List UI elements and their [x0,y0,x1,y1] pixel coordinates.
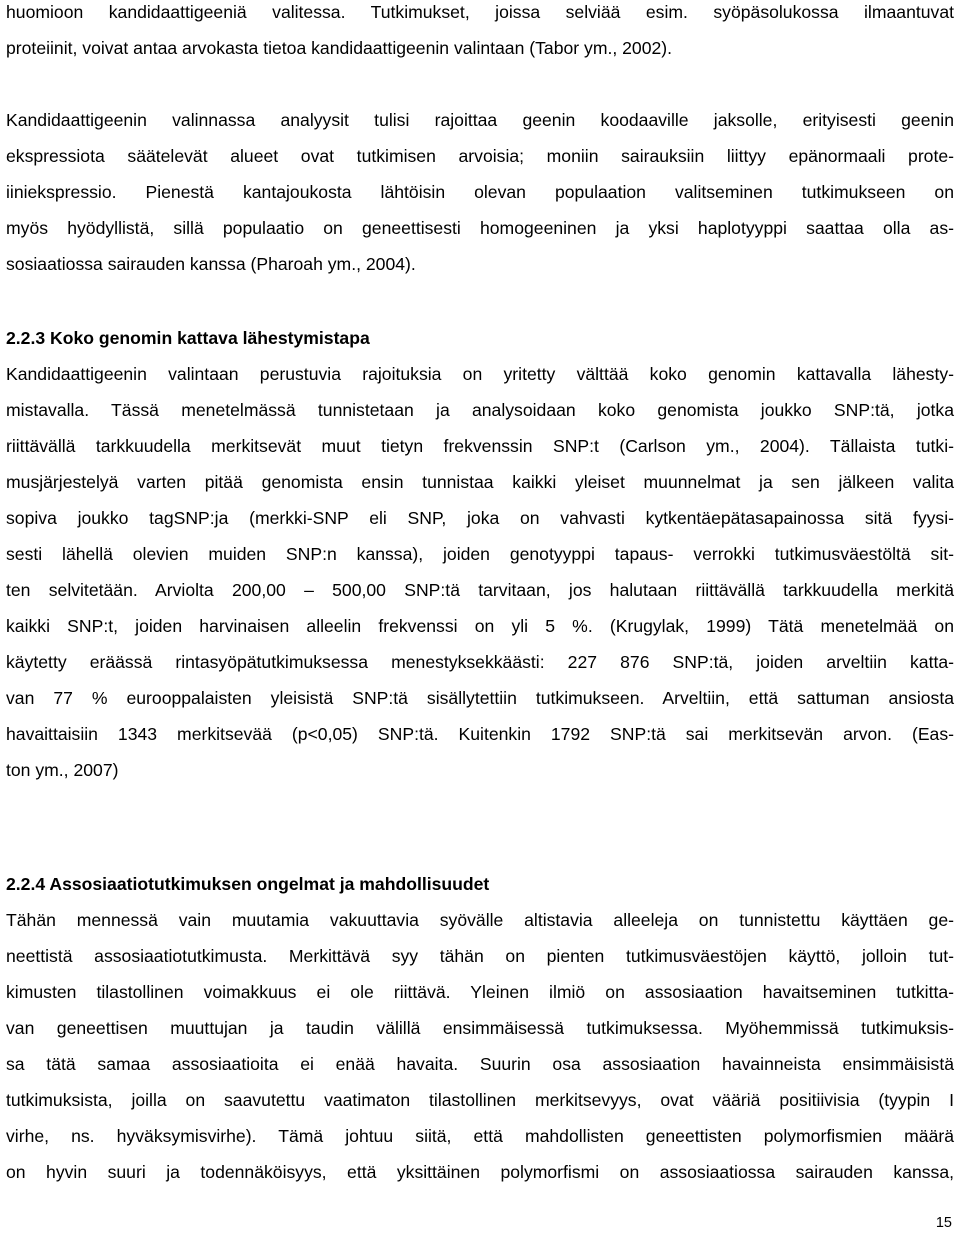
text-line: riittävällä tarkkuudella merkitsevät muut tietyn frekvenssin SNP:t (Carlson ym., 2004). Tällaista tutki- [6,436,954,456]
text-line: Kandidaattigeenin valinnassa analyysit tulisi rajoittaa geenin koodaaville jaksolle, erityisesti geenin [6,110,954,130]
text-line: van 77 % eurooppalaisten yleisistä SNP:tä sisällytettiin tutkimukseen. Arveltiin, että sattuman ansiosta [6,688,954,708]
text-line: myös hyödyllistä, sillä populaatio on geneettisesti homogeeninen ja yksi haplotyyppi saattaa olla as- [6,218,954,238]
text-line: huomioon kandidaattigeeniä valitessa. Tutkimukset, joissa selviää esim. syöpäsolukossa ilmaantuvat [6,2,954,22]
text-line: Kandidaattigeenin valintaan perustuvia rajoituksia on yritetty välttää koko genomin kattavalla lähesty- [6,364,954,384]
text-line: Tähän mennessä vain muutamia vakuuttavia syövälle altistavia alleeleja on tunnistettu käyttäen ge- [6,910,954,930]
text-line: tutkimuksista, joilla on saavutettu vaatimaton tilastollinen merkitsevyys, ovat vääriä positiivisia (tyypin I [6,1090,954,1110]
text-line: van geneettisen muuttujan ja taudin välillä ensimmäisessä tutkimuksessa. Myöhemmissä tutkimuksis- [6,1018,954,1038]
text-line: mistavalla. Tässä menetelmässä tunnistetaan ja analysoidaan koko genomista joukko SNP:tä, jotka [6,400,954,420]
text-line: sa tätä samaa assosiaatioita ei enää havaita. Suurin osa assosiaation havainneista ensimmäisistä [6,1054,954,1074]
heading-text: 2.2.4 Assosiaatiotutkimuksen ongelmat ja mahdollisuudet [6,874,490,894]
paragraph-continued [6,0,954,66]
section-2-2-4 [6,866,954,1190]
text-line: sesti lähellä olevien muiden SNP:n kanssa), joiden genotyyppi tapaus- verrokki tutkimusväestöltä sit- [6,544,954,564]
text-line: ten selvitetään. Arviolta 200,00 – 500,00 SNP:tä tarvitaan, jos halutaan riittävällä tarkkuudella merkitä [6,580,954,600]
text-line: kimusten tilastollinen voimakkuus ei ole riittävä. Yleinen ilmiö on assosiaation havaitseminen tutkitta- [6,982,954,1002]
text-line: neettistä assosiaatiotutkimusta. Merkittävä syy tähän on pienten tutkimusväestöjen käyttö, jolloin tut- [6,946,954,966]
section-2-2-3 [6,320,954,788]
heading-text: 2.2.3 Koko genomin kattava lähestymistapa [6,328,370,348]
text-line: kaikki SNP:t, joiden harvinaisen alleelin frekvenssi on yli 5 %. (Krugylak, 1999) Tätä menetelmää on [6,616,954,636]
text-line: käytetty eräässä rintasyöpätutkimuksessa menestyksekkäästi: 227 876 SNP:tä, joiden arveltiin katta- [6,652,954,672]
page-number: 15 [935,1215,952,1231]
text-line: ton ym., 2007) [6,760,119,780]
text-line: musjärjestelyä varten pitää genomista ensin tunnistaa kaikki yleiset muunnelmat ja sen jälkeen valita [6,472,954,492]
text-line: havaittaisiin 1343 merkitsevää (p<0,05) SNP:tä. Kuitenkin 1792 SNP:tä sai merkitsevän arvon. (Eas- [6,724,954,744]
paragraph-candidate-gene [6,102,954,282]
text-line: sosiaatiossa sairauden kanssa (Pharoah ym., 2004). [6,254,416,274]
text-line: sopiva joukko tagSNP:ja (merkki-SNP eli SNP, joka on vahvasti kytkentäepätasapainossa sitä fyysi- [6,508,954,528]
text-line: proteiinit, voivat antaa arvokasta tietoa kandidaattigeenin valintaan (Tabor ym., 2002). [6,38,673,58]
text-line: virhe, ns. hyväksymisvirhe). Tämä johtuu siitä, että mahdollisten geneettisten polymorfismien määrä [6,1126,954,1146]
section-heading [6,866,954,902]
text-line: on hyvin suuri ja todennäköisyys, että yksittäinen polymorfismi on assosiaatiossa sairauden kanssa, [6,1162,954,1182]
text-line: ekspressiota säätelevät alueet ovat tutkimisen arvoisia; moniin sairauksiin liittyy epänormaali prote- [6,146,954,166]
section-heading [6,320,954,356]
text-line: iiniekspressio. Pienestä kantajoukosta lähtöisin olevan populaation valitseminen tutkimukseen on [6,182,954,202]
